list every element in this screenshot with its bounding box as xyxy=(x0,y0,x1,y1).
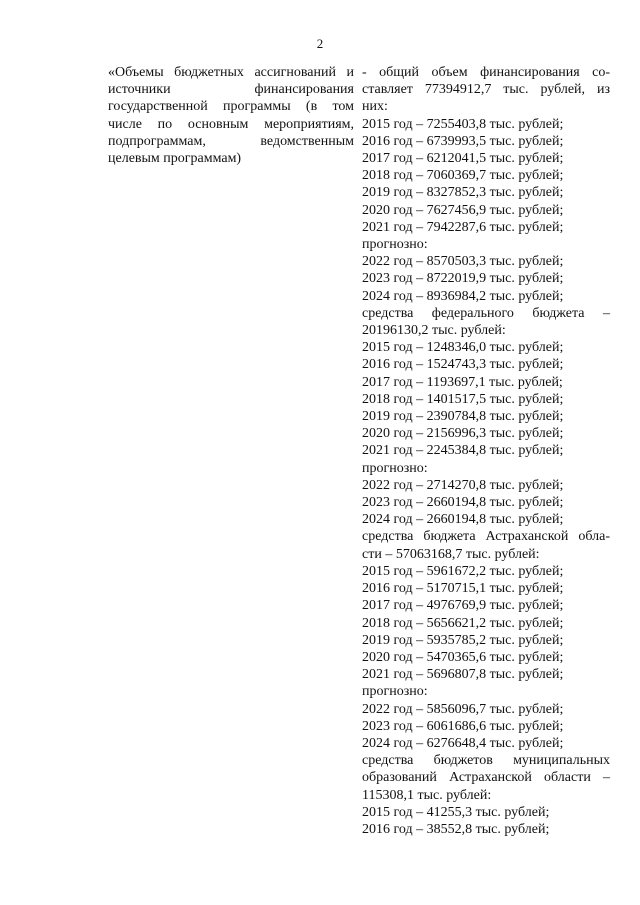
text-line: 2017 год – 1193697,1 тыс. рублей; xyxy=(362,374,563,390)
text-line: 2024 год – 2660194,8 тыс. рублей; xyxy=(362,512,564,528)
text-line: 2020 год – 2156996,3 тыс. рублей; xyxy=(362,426,564,442)
text-line: 2023 год – 8722019,9 тыс. рублей; xyxy=(362,271,564,287)
text-line: 2015 год – 1248346,0 тыс. рублей; xyxy=(362,340,564,356)
text-line: - общий объем финансирования со- xyxy=(362,65,610,80)
text-line: 2015 год – 7255403,8 тыс. рублей; xyxy=(362,116,564,132)
text-line: 2019 год – 2390784,8 тыс. рублей; xyxy=(362,409,564,425)
text-line: 2017 год – 6212041,5 тыс. рублей; xyxy=(362,151,564,167)
page-number: 2 xyxy=(316,36,324,51)
text-line: 2023 год – 6061686,6 тыс. рублей; xyxy=(362,718,564,734)
text-line: средства бюджетов муниципальных xyxy=(362,753,610,769)
text-line: 2022 год – 5856096,7 тыс. рублей; xyxy=(362,701,564,717)
text-line: прогнозно: xyxy=(362,237,428,253)
text-line: 2021 год – 7942287,6 тыс. рублей; xyxy=(362,219,564,235)
text-line: прогнозно: xyxy=(362,460,428,476)
text-line: 2015 год – 41255,3 тыс. рублей; xyxy=(362,804,550,820)
text-line: 2022 год – 2714270,8 тыс. рублей; xyxy=(362,477,564,493)
program-heading: «Объемы бюджетных ассигнований и источники финансирования государственной программы (в том числе по основным мероприятиям, подпрограммам, ведомственным целевым программам) xyxy=(108,65,354,167)
text-line: 2019 год – 8327852,3 тыс. рублей; xyxy=(362,185,564,201)
text-line: 2024 год – 8936984,2 тыс. рублей; xyxy=(362,288,564,304)
text-line: 2023 год – 2660194,8 тыс. рублей; xyxy=(362,495,564,511)
funding-details xyxy=(362,64,610,838)
text-line: них: xyxy=(362,99,388,115)
text-line: 2016 год – 6739993,5 тыс. рублей; xyxy=(362,133,564,149)
text-line: образований Астраханской области – xyxy=(362,770,610,786)
text-line: 2021 год – 2245384,8 тыс. рублей; xyxy=(362,443,564,459)
text-line: 2020 год – 7627456,9 тыс. рублей; xyxy=(362,202,564,218)
text-line: 2016 год – 1524743,3 тыс. рублей; xyxy=(362,357,564,373)
text-line: 20196130,2 тыс. рублей: xyxy=(362,323,506,339)
text-line: 2024 год – 6276648,4 тыс. рублей; xyxy=(362,735,564,751)
text-line: 2019 год – 5935785,2 тыс. рублей; xyxy=(362,632,564,648)
text-line: сти – 57063168,7 тыс. рублей: xyxy=(362,546,540,562)
text-line: 2017 год – 4976769,9 тыс. рублей; xyxy=(362,598,564,614)
text-line: 2015 год – 5961672,2 тыс. рублей; xyxy=(362,563,564,579)
text-line: 2018 год – 5656621,2 тыс. рублей; xyxy=(362,615,564,631)
text-line: 2016 год – 38552,8 тыс. рублей; xyxy=(362,821,550,837)
text-line: средства федерального бюджета – xyxy=(362,305,610,321)
text-line: 2022 год – 8570503,3 тыс. рублей; xyxy=(362,254,564,270)
text-line: средства бюджета Астраханской обла- xyxy=(362,529,610,545)
text-line: прогнозно: xyxy=(362,684,428,700)
text-line: 2020 год – 5470365,6 тыс. рублей; xyxy=(362,649,564,665)
text-line: 2018 год – 1401517,5 тыс. рублей; xyxy=(362,391,564,407)
text-line: 2016 год – 5170715,1 тыс. рублей; xyxy=(362,581,564,597)
text-line: 2021 год – 5696807,8 тыс. рублей; xyxy=(362,667,564,683)
text-line: 115308,1 тыс. рублей: xyxy=(362,787,492,803)
text-line: ставляет 77394912,7 тыс. рублей, из xyxy=(362,82,610,98)
text-line: 2018 год – 7060369,7 тыс. рублей; xyxy=(362,168,564,184)
